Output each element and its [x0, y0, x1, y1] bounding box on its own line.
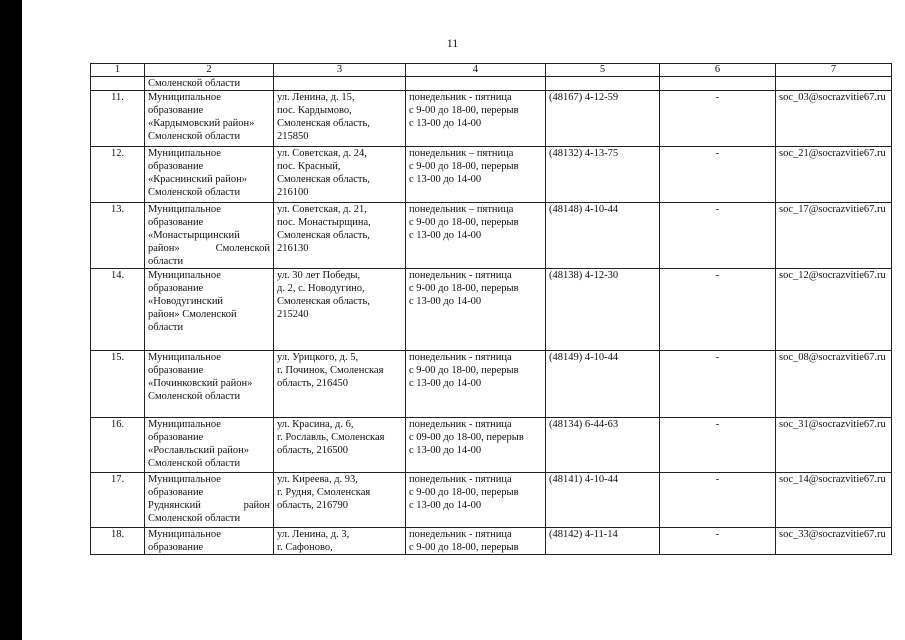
table-row	[91, 528, 892, 555]
cell-phone: (48142) 4-11-14	[546, 528, 660, 555]
org-line	[148, 499, 270, 512]
cell-org: Муниципальное образование «Краснинский район» Смоленской области	[145, 147, 274, 203]
table-row	[91, 351, 892, 418]
cell-email: soc_17@socrazvitie67.ru	[776, 203, 892, 269]
cell-col6: -	[660, 351, 776, 418]
cell-phone: (48134) 6-44-63	[546, 418, 660, 473]
cell-email: soc_03@socrazvitie67.ru	[776, 91, 892, 147]
cell-org: Смоленской области	[145, 77, 274, 91]
cell-address: ул. Киреева, д. 93, г. Рудня, Смоленская область, 216790	[274, 473, 406, 528]
cell-phone: (48132) 4-13-75	[546, 147, 660, 203]
cell-col6: -	[660, 528, 776, 555]
cell-org	[145, 473, 274, 528]
cell-email: soc_21@socrazvitie67.ru	[776, 147, 892, 203]
cell-email: soc_12@socrazvitie67.ru	[776, 269, 892, 351]
cell-address: ул. Советская, д. 24, пос. Красный, Смоленская область, 216100	[274, 147, 406, 203]
cell-num: 11.	[91, 91, 145, 147]
cell-org: Муниципальное образование	[145, 528, 274, 555]
header-cell: 1	[91, 64, 145, 77]
cell-hours: понедельник - пятница с 9-00 до 18-00, перерыв	[406, 528, 546, 555]
cell-org: Муниципальное образование «Новодугинский район» Смоленской области	[145, 269, 274, 351]
cell-num	[91, 77, 145, 91]
cell-phone: (48141) 4-10-44	[546, 473, 660, 528]
cell-col6: -	[660, 269, 776, 351]
table-row	[91, 418, 892, 473]
cell-num: 13.	[91, 203, 145, 269]
cell-org: Муниципальное образование «Рославльский район» Смоленской области	[145, 418, 274, 473]
cell-address: ул. Советская, д. 21, пос. Монастырщина, Смоленская область, 216130	[274, 203, 406, 269]
header-cell: 3	[274, 64, 406, 77]
header-cell: 6	[660, 64, 776, 77]
cell-num: 14.	[91, 269, 145, 351]
cell-num: 16.	[91, 418, 145, 473]
org-line: образование	[148, 487, 204, 498]
cell-org	[145, 203, 274, 269]
table-row	[91, 269, 892, 351]
cell-col6: -	[660, 147, 776, 203]
cell-phone: (48167) 4-12-59	[546, 91, 660, 147]
page-edge-bar	[0, 0, 22, 640]
org-line	[148, 242, 270, 255]
cell-address: ул. Ленина, д. 3, г. Сафоново,	[274, 528, 406, 555]
cell-address: ул. Урицкого, д. 5, г. Починок, Смоленская область, 216450	[274, 351, 406, 418]
table-row	[91, 203, 892, 269]
cell-num: 12.	[91, 147, 145, 203]
cell-hours: понедельник - пятница с 09-00 до 18-00, перерыв с 13-00 до 14-00	[406, 418, 546, 473]
org-line: Муниципальное	[148, 204, 221, 215]
cell-phone: (48148) 4-10-44	[546, 203, 660, 269]
org-line: образование	[148, 217, 204, 228]
cell-hours: понедельник - пятница с 9-00 до 18-00, перерыв с 13-00 до 14-00	[406, 91, 546, 147]
table-row	[91, 473, 892, 528]
org-word: район»	[148, 243, 180, 254]
cell-num: 17.	[91, 473, 145, 528]
cell-email: soc_08@socrazvitie67.ru	[776, 351, 892, 418]
table-row	[91, 91, 892, 147]
header-cell: 2	[145, 64, 274, 77]
cell-hours: понедельник - пятница с 9-00 до 18-00, перерыв с 13-00 до 14-00	[406, 351, 546, 418]
cell-num: 15.	[91, 351, 145, 418]
cell-email: soc_14@socrazvitie67.ru	[776, 473, 892, 528]
header-row	[91, 64, 892, 77]
org-line: области	[148, 256, 184, 267]
cell-email	[776, 77, 892, 91]
cell-org: Муниципальное образование «Кардымовский район» Смоленской области	[145, 91, 274, 147]
cell-address: ул. Ленина, д. 15, пос. Кардымово, Смоленская область, 215850	[274, 91, 406, 147]
page-number: 11	[446, 36, 459, 50]
cell-col6: -	[660, 418, 776, 473]
cell-phone: (48149) 4-10-44	[546, 351, 660, 418]
header-cell: 5	[546, 64, 660, 77]
org-word: Руднянский	[148, 500, 201, 511]
cell-col6: -	[660, 473, 776, 528]
cell-hours: понедельник – пятница с 9-00 до 18-00, перерыв с 13-00 до 14-00	[406, 203, 546, 269]
cell-org: Муниципальное образование «Починковский район» Смоленской области	[145, 351, 274, 418]
cell-phone: (48138) 4-12-30	[546, 269, 660, 351]
cell-hours	[406, 77, 546, 91]
header-cell: 7	[776, 64, 892, 77]
cell-col6	[660, 77, 776, 91]
cell-hours: понедельник - пятница с 9-00 до 18-00, перерыв с 13-00 до 14-00	[406, 473, 546, 528]
cell-col6: -	[660, 91, 776, 147]
header-cell: 4	[406, 64, 546, 77]
cell-hours: понедельник – пятница с 9-00 до 18-00, перерыв с 13-00 до 14-00	[406, 147, 546, 203]
cell-email: soc_33@socrazvitie67.ru	[776, 528, 892, 555]
org-line: «Монастырщинский	[148, 230, 240, 241]
cell-address: ул. 30 лет Победы, д. 2, с. Новодугино, Смоленская область, 215240	[274, 269, 406, 351]
cell-phone	[546, 77, 660, 91]
cell-address	[274, 77, 406, 91]
table-row	[91, 147, 892, 203]
contacts-table	[90, 63, 892, 555]
org-word: район	[243, 500, 270, 511]
org-line: Смоленской области	[148, 513, 241, 524]
org-line: Муниципальное	[148, 474, 221, 485]
cell-email: soc_31@socrazvitie67.ru	[776, 418, 892, 473]
cell-hours: понедельник - пятница с 9-00 до 18-00, перерыв с 13-00 до 14-00	[406, 269, 546, 351]
table-row	[91, 77, 892, 91]
cell-num: 18.	[91, 528, 145, 555]
org-word: Смоленской	[215, 243, 270, 254]
cell-col6: -	[660, 203, 776, 269]
cell-address: ул. Красина, д. 6, г. Рославль, Смоленская область, 216500	[274, 418, 406, 473]
